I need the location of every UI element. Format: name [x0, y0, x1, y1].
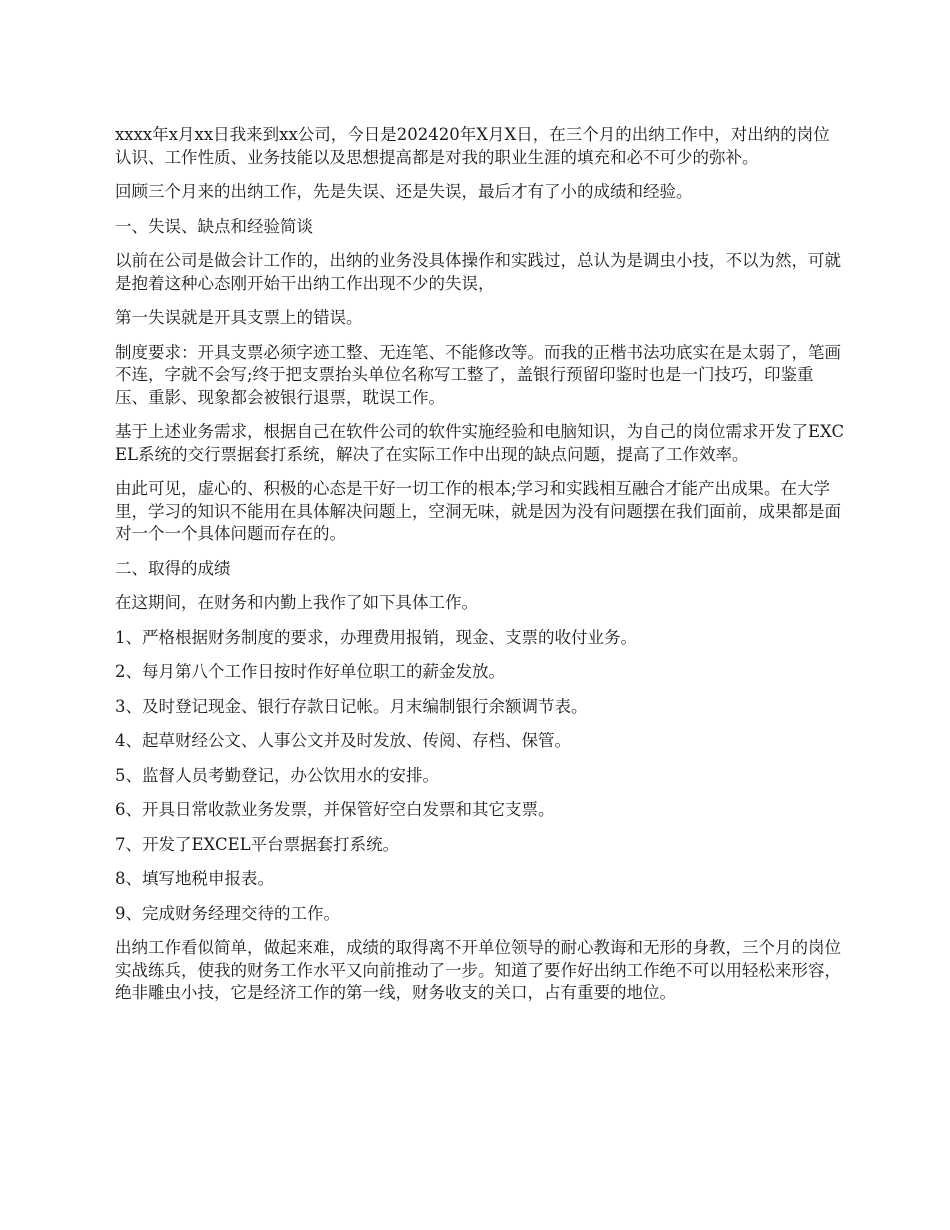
conclusion-paragraph: 出纳工作看似简单，做起来难，成绩的取得离不开单位领导的耐心教诲和无形的身教，三个月的岗位实战练兵，使我的财务工作水平又向前推动了一步。知道了要作好出纳工作绝不可以用轻松来形容，绝非雕虫小技，它是经济工作的第一线，财务收支的关口，占有重要的地位。 [115, 938, 841, 1002]
paragraph: 基于上述业务需求，根据自己在软件公司的软件实施经验和电脑知识，为自己的岗位需求开发了EXCEL系统的交行票据套打系统，解决了在实际工作中出现的缺点问题，提高了工作效率。 [115, 422, 845, 464]
list-item: 3、及时登记现金、银行存款日记帐。月末编制银行余额调节表。 [115, 696, 588, 716]
list-item: 5、监督人员考勤登记，办公饮用水的安排。 [115, 765, 439, 785]
document-body [115, 124, 845, 1017]
section-heading-mistakes: 一、失误、缺点和经验简谈 [115, 216, 313, 236]
review-paragraph: 回顾三个月来的出纳工作，先是失误、还是失误，最后才有了小的成绩和经验。 [115, 182, 693, 201]
list-item: 2、每月第八个工作日按时作好单位职工的薪金发放。 [115, 662, 505, 681]
list-item: 9、完成财务经理交待的工作。 [115, 903, 340, 923]
paragraph: 第一失误就是开具支票上的错误。 [115, 308, 363, 327]
intro-paragraph: xxxx年x月xx日我来到xx公司，今日是202420年X月X日，在三个月的出纳工作中，对出纳的岗位认识、工作性质、业务技能以及思想提高都是对我的职业生涯的填充和必不可少的弥补。 [115, 125, 830, 167]
list-item: 1、严格根据财务制度的要求，办理费用报销，现金、支票的收付业务。 [115, 627, 637, 647]
list-item: 7、开发了EXCEL平台票据套打系统。 [115, 834, 400, 854]
paragraph: 以前在公司是做会计工作的，出纳的业务没具体操作和实践过，总认为是调虫小技，不以为然，可就是抱着这种心态刚开始干出纳工作出现不少的失误， [115, 251, 841, 293]
paragraph: 在这期间，在财务和内勤上我作了如下具体工作。 [115, 593, 478, 612]
paragraph: 制度要求：开具支票必须字迹工整、无连笔、不能修改等。而我的正楷书法功底实在是太弱了，笔画不连，字就不会写;终于把支票抬头单位名称写工整了，盖银行预留印鉴时也是一门技巧，印鉴重压、重影、现象都会被银行退票，耽误工作。 [115, 342, 841, 407]
list-item: 8、填写地税申报表。 [115, 869, 274, 888]
list-item: 6、开具日常收款业务发票，并保管好空白发票和其它支票。 [115, 800, 555, 819]
paragraph: 由此可见，虚心的、积极的心态是干好一切工作的根本;学习和实践相互融合才能产出成果。在大学里，学习的知识不能用在具体解决问题上，空洞无味，就是因为没有问题摆在我们面前，成果都是面对一个一个具体问题而存在的。 [115, 479, 841, 543]
section-heading-achievements: 二、取得的成绩 [115, 558, 231, 578]
list-item: 4、起草财经公文、人事公文并及时发放、传阅、存档、保管。 [115, 731, 571, 750]
